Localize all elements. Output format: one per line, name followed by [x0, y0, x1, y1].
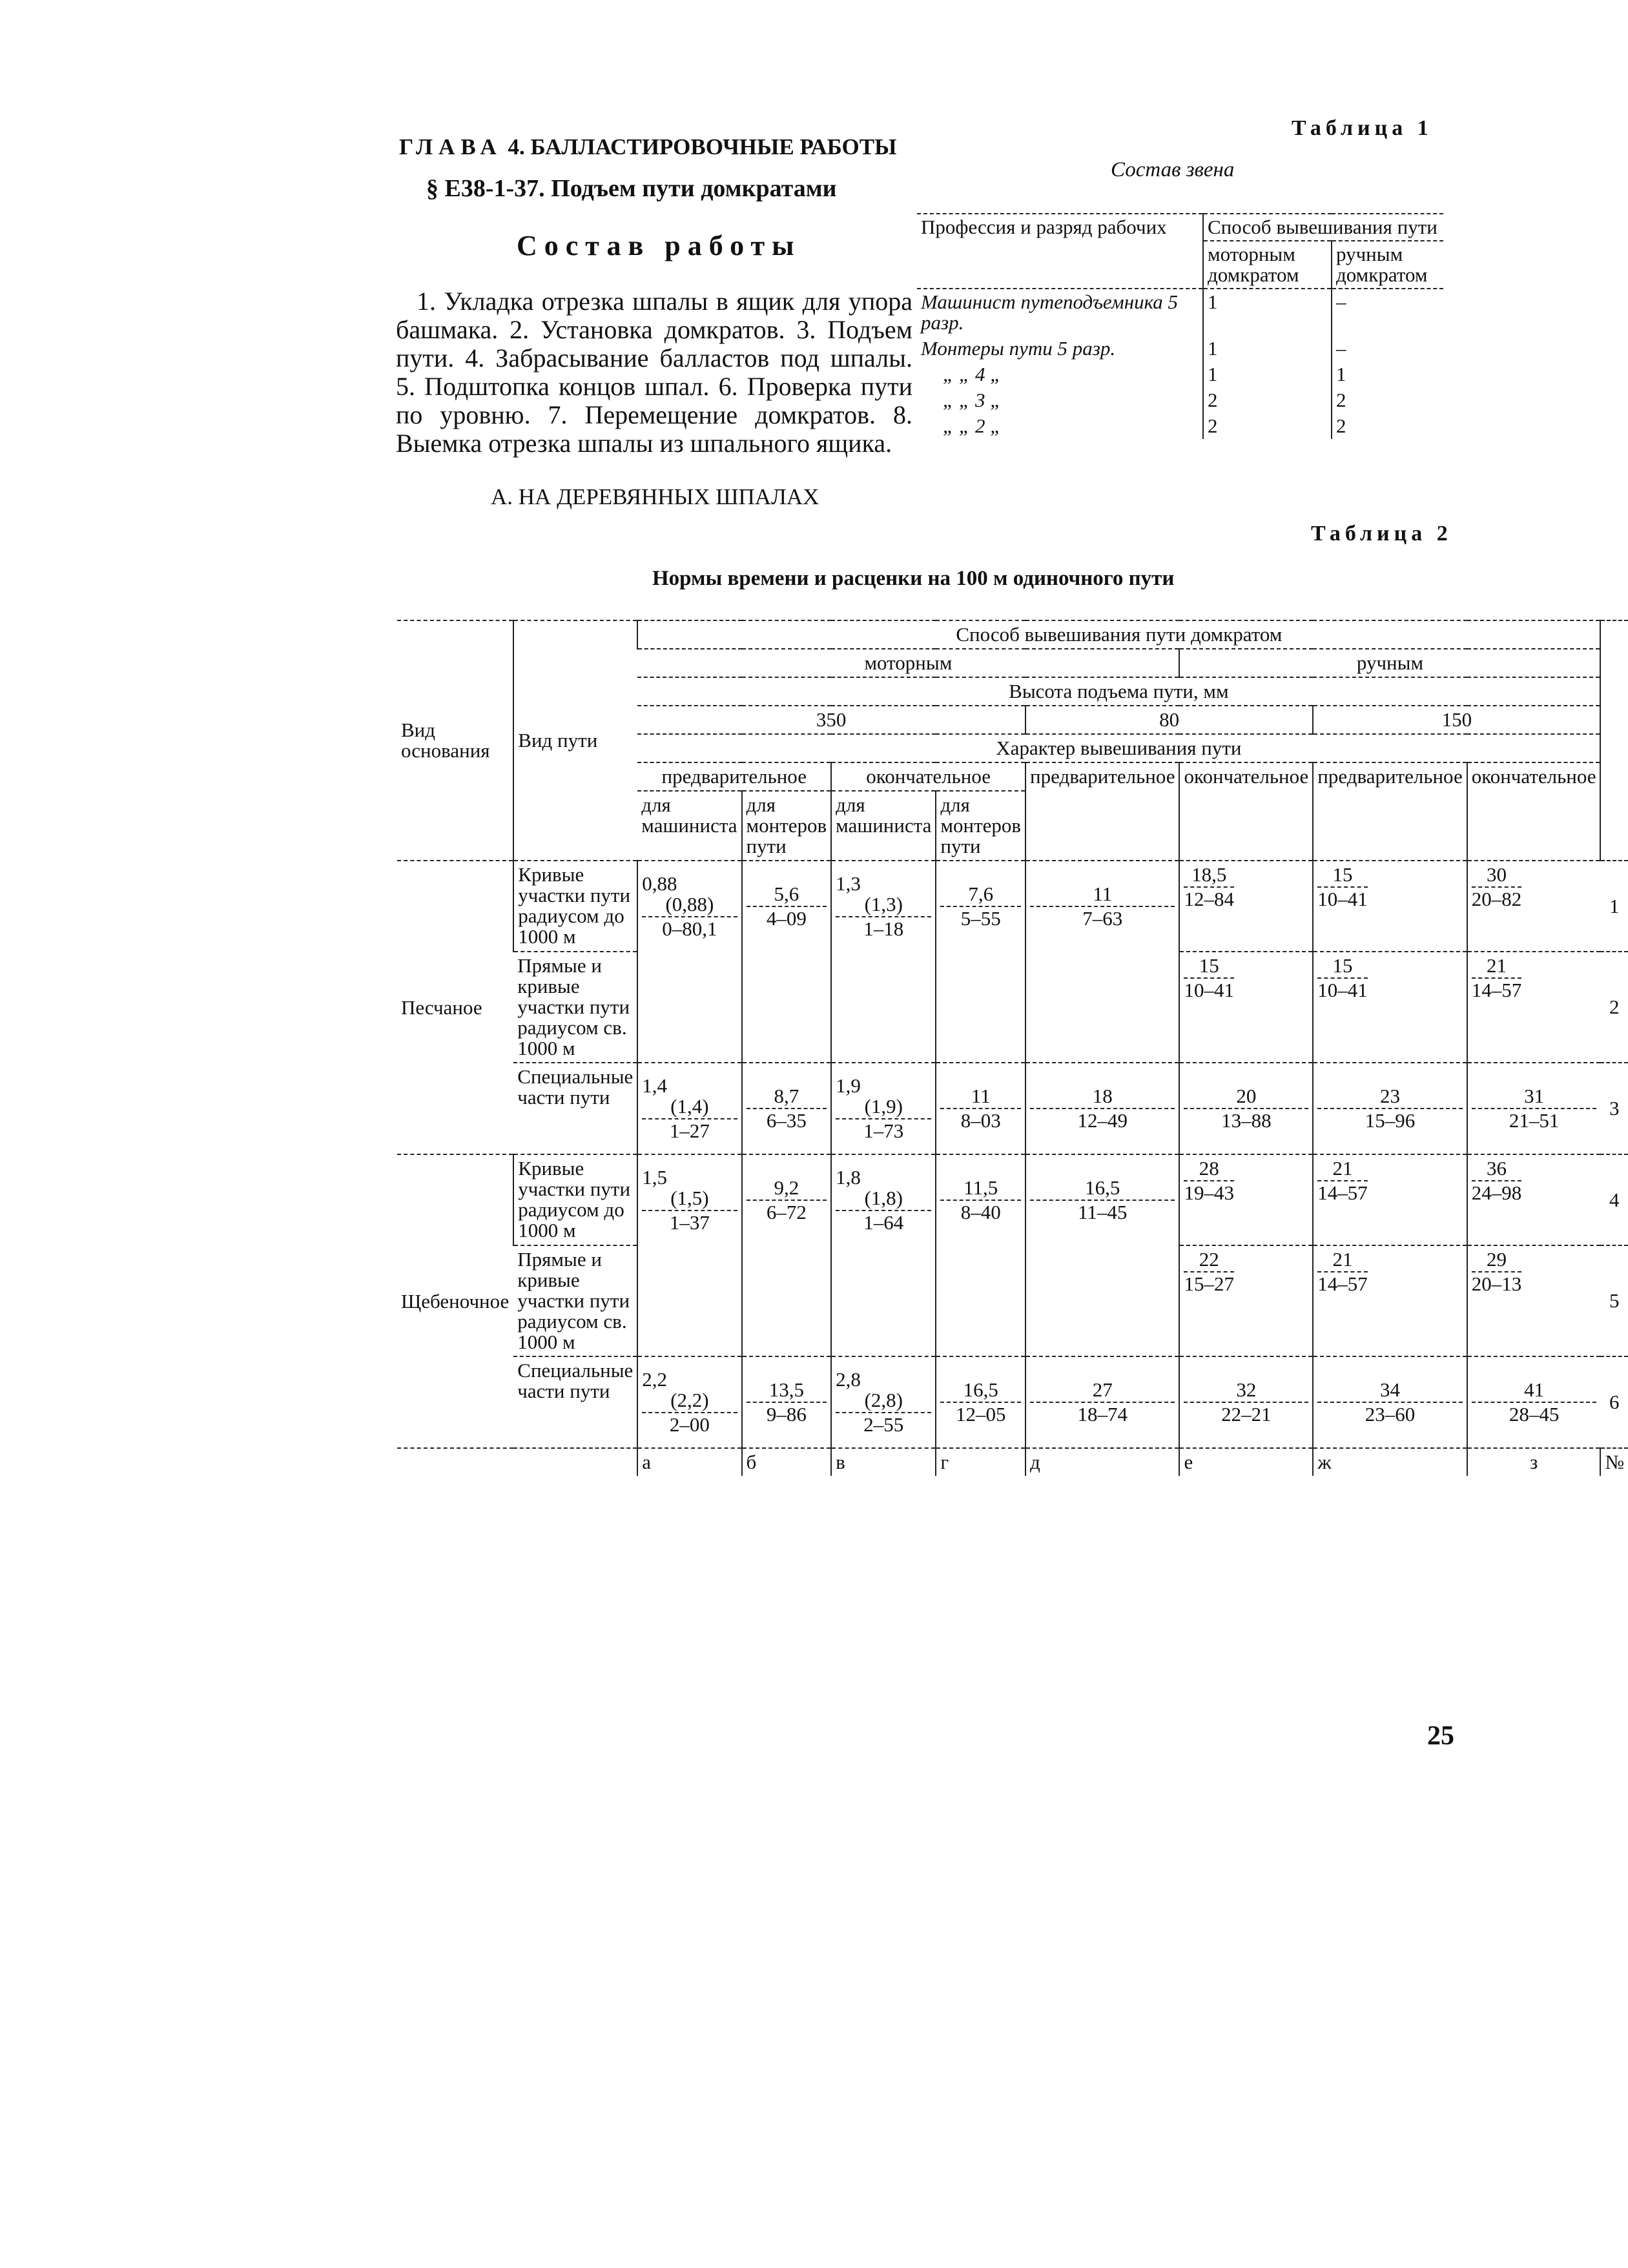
t1-row	[917, 362, 1443, 387]
t2-value: 18,5	[1184, 864, 1234, 888]
t1-cell-manual: –	[1332, 336, 1443, 362]
t2-value: 1,9	[836, 1074, 861, 1097]
t2-value: 11,5	[940, 1178, 1021, 1201]
t1-cell-motor: 1	[1203, 289, 1332, 336]
t2-value: 22	[1184, 1249, 1234, 1272]
t2-value: 2,2	[642, 1368, 668, 1391]
t2-track-name: Прямые и кривые участки пути радиусом св. 1000 м	[513, 1245, 637, 1356]
t2-rate: 28–45	[1509, 1403, 1560, 1425]
t2-value: 16,5	[1030, 1178, 1175, 1201]
t1-header-manual: ручным домкратом	[1332, 241, 1443, 289]
t1-row	[917, 387, 1443, 413]
t2-value: (1,4)	[642, 1096, 737, 1119]
t2-header-prelim3: предварительное	[1313, 762, 1467, 861]
t2-value: 20	[1184, 1086, 1308, 1109]
t2-rate: 8–40	[960, 1201, 1001, 1223]
t2-rate: 20–82	[1471, 888, 1522, 910]
t2-header-150: 150	[1313, 706, 1600, 734]
t1-header-method: Способ вывешивания пути	[1203, 214, 1443, 241]
t2-row-number: 1	[1600, 861, 1628, 952]
t2-value: 15	[1317, 864, 1368, 888]
t1-cell-motor: 1	[1203, 336, 1332, 362]
table2-number: Таблица 2	[1311, 522, 1452, 546]
t2-header-character: Характер вывешивания пути	[637, 734, 1600, 762]
t2-header-final2: окончательное	[1179, 762, 1313, 861]
t1-cell-manual: –	[1332, 289, 1443, 336]
t1-row	[917, 289, 1443, 336]
t2-col-letter: ж	[1313, 1448, 1467, 1476]
t2-value: 18	[1030, 1086, 1175, 1109]
t2-value: 32	[1184, 1380, 1308, 1403]
t2-rate: 15–27	[1184, 1272, 1234, 1295]
t1-cell-profession: Монтеры пути 5 разр.	[921, 337, 1116, 360]
t2-rate: 9–86	[766, 1403, 807, 1425]
t2-rate: 12–49	[1077, 1109, 1128, 1132]
t2-value: 1,8	[836, 1166, 861, 1189]
t2-rate: 2–55	[863, 1413, 904, 1436]
t2-rate: 14–57	[1471, 979, 1522, 1001]
t2-rate: 10–41	[1184, 979, 1234, 1001]
work-description: 1. Укладка отрезка шпалы в ящик для упора башмака. 2. Установка домкратов. 3. Подъем пути. 4. Забрасывание балластов под шпалы. 5. Подштопка концов шпал. 6. Проверка пути по уровню. 7. Перемещение домкратов. 8. Выемка отрезка шпалы из шпального ящика.	[396, 287, 912, 458]
t2-value: 28	[1184, 1158, 1234, 1181]
table1-number: Таблица 1	[1292, 116, 1433, 140]
t2-rate: 4–09	[766, 907, 807, 930]
t2-value: 27	[1030, 1380, 1175, 1403]
t2-value: 11	[940, 1086, 1021, 1109]
t2-rate: 19–43	[1184, 1181, 1234, 1204]
t2-value: 31	[1472, 1086, 1597, 1109]
t2-row-number: 5	[1600, 1245, 1628, 1356]
t2-value: (2,8)	[836, 1390, 931, 1413]
t2-rate: 1–37	[669, 1211, 710, 1234]
t2-value: 15	[1184, 955, 1234, 979]
t1-cell-motor: 2	[1203, 413, 1332, 439]
t2-value: 2,8	[836, 1368, 861, 1391]
t2-track-name: Специальные части пути	[513, 1356, 637, 1448]
t2-column-letters	[397, 1448, 1628, 1476]
table2-caption: Нормы времени и расценки на 100 м одиночного пути	[652, 567, 1175, 590]
table-row	[397, 952, 1628, 1063]
t2-row-number: 2	[1600, 952, 1628, 1063]
t2-col-letter: з	[1467, 1448, 1601, 1476]
t1-cell-manual: 2	[1332, 387, 1443, 413]
t2-header-for-track: для монтеров пути	[742, 791, 832, 861]
subheading: А. НА ДЕРЕВЯННЫХ ШПАЛАХ	[491, 484, 819, 509]
t2-row-number: 6	[1600, 1356, 1628, 1448]
t2-value: 34	[1317, 1380, 1462, 1403]
t2-rate: 1–18	[863, 917, 904, 940]
t2-rate: 23–60	[1365, 1403, 1416, 1425]
t2-value: 21	[1472, 955, 1522, 979]
t2-rate: 5–55	[960, 907, 1001, 930]
t2-rate: 7–63	[1082, 907, 1123, 930]
t2-header-height: Высота подъема пути, мм	[637, 677, 1600, 706]
t2-base-gravel: Щебеночное	[397, 1154, 513, 1448]
t2-rate: 10–41	[1317, 888, 1368, 910]
t2-track-name: Специальные части пути	[513, 1063, 637, 1154]
t2-base-sand: Песчаное	[397, 861, 513, 1154]
t2-rate: 13–88	[1221, 1109, 1272, 1132]
t2-header-80: 80	[1025, 706, 1313, 734]
table-row	[397, 1245, 1628, 1356]
t2-rate: 1–64	[863, 1211, 904, 1234]
t2-value: 9,2	[747, 1178, 827, 1201]
table-row	[397, 1063, 1628, 1154]
t2-rate: 11–45	[1078, 1201, 1128, 1223]
t2-value: 29	[1472, 1249, 1522, 1272]
t2-col-letter: б	[742, 1448, 832, 1476]
t2-col-letter: а	[637, 1448, 741, 1476]
t1-row	[917, 413, 1443, 439]
t2-value: 30	[1472, 864, 1522, 888]
t2-value: 7,6	[940, 884, 1021, 907]
t2-header-blank	[1600, 620, 1628, 861]
t2-rate: 6–35	[766, 1109, 807, 1132]
t2-value: 13,5	[747, 1380, 827, 1403]
t2-value: (1,3)	[836, 894, 931, 917]
t2-rate: 8–03	[960, 1109, 1001, 1132]
t2-value: 21	[1317, 1249, 1368, 1272]
t2-value: (2,2)	[642, 1390, 737, 1413]
table-row	[397, 861, 1628, 952]
t1-cell-motor: 1	[1203, 362, 1332, 387]
table-row	[397, 1154, 1628, 1245]
t1-header-motor: моторным домкратом	[1203, 241, 1332, 289]
t1-cell-manual: 1	[1332, 362, 1443, 387]
t2-header-prelim: предварительное	[637, 762, 831, 791]
chapter-word: ГЛАВА	[399, 134, 502, 159]
t2-header-prelim2: предварительное	[1025, 762, 1179, 861]
chapter-name: 4. БАЛЛАСТИРОВОЧНЫЕ РАБОТЫ	[508, 134, 897, 159]
t2-value: 8,7	[747, 1086, 827, 1109]
t2-rate: 14–57	[1317, 1272, 1368, 1295]
t1-cell-profession: „ „ 4 „	[943, 363, 1002, 385]
t2-rate: 6–72	[766, 1201, 807, 1223]
t2-rate: 24–98	[1471, 1181, 1522, 1204]
t2-rate: 15–96	[1365, 1109, 1416, 1132]
t2-track-name: Кривые участки пути радиусом до 1000 м	[513, 1154, 637, 1245]
t1-header-profession: Профессия и разряд рабочих	[917, 214, 1203, 289]
section-title: § Е38-1-37. Подъем пути домкратами	[426, 175, 837, 202]
t2-value: (1,5)	[642, 1188, 737, 1211]
t2-value: (1,8)	[836, 1188, 931, 1211]
t2-row-number: 4	[1600, 1154, 1628, 1245]
t1-cell-manual: 2	[1332, 413, 1443, 439]
work-heading: Состав работы	[517, 230, 801, 261]
t1-cell-profession: Машинист путеподъемника 5 разр.	[917, 289, 1203, 336]
t2-header-motor: моторным	[637, 649, 1179, 677]
t2-rate: 2–00	[669, 1413, 710, 1436]
t2-value: 36	[1472, 1158, 1522, 1181]
t2-header-manual: ручным	[1179, 649, 1600, 677]
t2-col-letter: д	[1025, 1448, 1179, 1476]
table1-caption: Состав звена	[1111, 158, 1235, 181]
t2-value: 16,5	[940, 1380, 1021, 1403]
t2-value: 11	[1030, 884, 1175, 907]
table-row	[397, 1356, 1628, 1448]
t2-rate: 20–13	[1471, 1272, 1522, 1295]
t2-header-for-track2: для монтеров пути	[936, 791, 1025, 861]
t2-value: 41	[1472, 1380, 1597, 1403]
t2-header-base: Вид основания	[397, 620, 513, 861]
t2-col-letter: в	[831, 1448, 936, 1476]
t2-col-letter: №	[1600, 1448, 1628, 1476]
t2-rate: 18–74	[1077, 1403, 1128, 1425]
chapter-title	[399, 134, 897, 160]
t2-track-name: Прямые и кривые участки пути радиусом св. 1000 м	[513, 952, 637, 1063]
t2-value: 1,4	[642, 1074, 668, 1097]
t2-header-track: Вид пути	[513, 620, 637, 861]
norms-table	[397, 620, 1628, 1476]
t2-value: 5,6	[747, 884, 827, 907]
t2-header-final3: окончательное	[1467, 762, 1601, 861]
t2-value: (1,9)	[836, 1096, 931, 1119]
t1-cell-motor: 2	[1203, 387, 1332, 413]
t2-rate: 22–21	[1221, 1403, 1272, 1425]
t2-rate: 12–84	[1184, 888, 1234, 910]
t1-cell-profession: „ „ 3 „	[943, 389, 1002, 411]
t2-rate: 12–05	[955, 1403, 1006, 1425]
t2-value: 23	[1317, 1086, 1462, 1109]
t2-rate: 10–41	[1317, 979, 1368, 1001]
t2-value: 1,3	[836, 872, 861, 895]
crew-table	[917, 213, 1443, 439]
t2-col-letter: г	[936, 1448, 1025, 1476]
t1-row	[917, 336, 1443, 362]
t1-cell-profession: „ „ 2 „	[943, 414, 1002, 437]
t2-row-number: 3	[1600, 1063, 1628, 1154]
t2-header-method: Способ вывешивания пути домкратом	[637, 620, 1600, 649]
t2-header-for-machinist2: для машиниста	[831, 791, 936, 861]
t2-value: 1,5	[642, 1166, 668, 1189]
t2-col-letter: е	[1179, 1448, 1313, 1476]
t2-rate: 14–57	[1317, 1181, 1368, 1204]
t2-value: 0,88	[642, 872, 677, 895]
t2-value: 15	[1317, 955, 1368, 979]
t2-rate: 0–80,1	[662, 917, 717, 940]
t2-rate: 1–27	[669, 1119, 710, 1142]
t2-header-350: 350	[637, 706, 1025, 734]
t2-value: 21	[1317, 1158, 1368, 1181]
t2-rate: 21–51	[1509, 1109, 1560, 1132]
t2-rate: 1–73	[863, 1119, 904, 1142]
t2-header-final: окончательное	[831, 762, 1025, 791]
t2-value: (0,88)	[642, 894, 737, 917]
page-number: 25	[1427, 1721, 1454, 1751]
t2-header-for-machinist: для машиниста	[637, 791, 741, 861]
t2-track-name: Кривые участки пути радиусом до 1000 м	[513, 861, 637, 952]
